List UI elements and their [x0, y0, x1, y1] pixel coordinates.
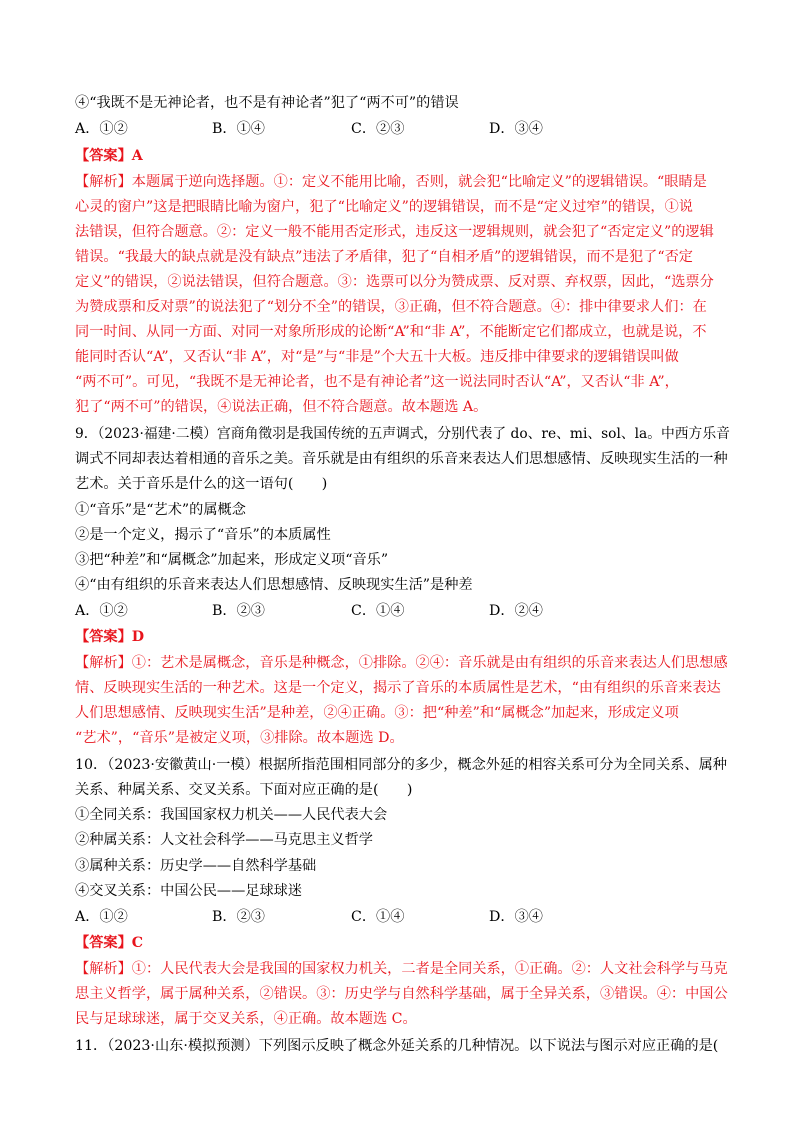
statement-4: ④“由有组织的乐音来表达人们思想感情、反映现实生活”是种差 [75, 577, 473, 593]
option-c: C．①④ [351, 909, 405, 925]
analysis-10-line: 民与足球球迷，属于交叉关系，④正确。故本题选 C。 [75, 1011, 417, 1027]
answer-10: 【答案】C [75, 935, 144, 951]
question-10-stem: 10．（2023·安徽黄山·一模）根据所指范围相同部分的多少，概念外延的相容关系可分为全同关系、属种 [75, 757, 727, 773]
option-b: B．①④ [212, 121, 265, 137]
analysis-9-line: 情、反映现实生活的一种艺术。这是一个定义，揭示了音乐的本质属性是艺术，“由有组织的乐音来表达 [75, 680, 721, 696]
analysis-8-line: 法错误，但符合题意。②：定义一般不能用否定形式，违反这一逻辑规则，就会犯了“否定定义”的逻辑 [75, 224, 714, 240]
option-d: D．③④ [489, 121, 543, 137]
option-c: C．①④ [351, 603, 405, 619]
analysis-9-line: 人们思想感情、反映现实生活”是种差，②④正确。③：把“种差”和“属概念”加起来，形成定义项 [75, 705, 679, 721]
question-9-stem: 9．（2023·福建·二模）宫商角徵羽是我国传统的五声调式，分别代表了 do、re、mi、sol、la。中西方乐音 [75, 426, 730, 442]
statement-3: ③把“种差”和“属概念”加起来，形成定义项“音乐” [75, 552, 389, 568]
analysis-9-line: “艺术”，“音乐”是被定义项，③排除。故本题选 D。 [75, 730, 404, 746]
option-b: B．②③ [212, 603, 265, 619]
option-d: D．③④ [489, 909, 543, 925]
analysis-9-line: 【解析】①：艺术是属概念，音乐是种概念，①排除。②④：音乐就是由有组织的乐音来表达人们思想感 [75, 655, 728, 671]
analysis-10-line: 【解析】①：人民代表大会是我国的国家权力机关，二者是全同关系，①正确。②：人文社会科学与马克 [75, 961, 728, 977]
option-b: B．②③ [212, 909, 265, 925]
analysis-8-line: 犯了“两不可”的错误，④说法正确，但不符合题意。故本题选 A。 [75, 399, 488, 415]
analysis-8-line: 错误。“我最大的缺点就是没有缺点”违法了矛盾律，犯了“自相矛盾”的逻辑错误，而不是犯了“否定 [75, 249, 693, 265]
statement-2: ②种属关系：人文社会科学——马克思主义哲学 [75, 832, 373, 848]
statement-4: ④交叉关系：中国公民——足球球迷 [75, 883, 303, 899]
analysis-8-line: 【解析】本题属于逆向选择题。①：定义不能用比喻，否则，就会犯“比喻定义”的逻辑错误。“眼睛是 [75, 174, 707, 190]
analysis-8-line: 能同时否认“A”，又否认“非 A”，对“是”与“非是”个大五十大板。违反排中律要求的逻辑错误叫做 [75, 349, 679, 365]
question-11-stem: 11．（2023·山东·模拟预测）下列图示反映了概念外延关系的几种情况。以下说法与图示对应正确的是( [75, 1038, 719, 1054]
analysis-8-line: 心灵的窗户”这是把眼睛比喻为窗户，犯了“比喻定义”的逻辑错误，而不是“定义过窄”的错误，①说 [75, 199, 693, 215]
statement-1: ①“音乐”是“艺术”的属概念 [75, 502, 246, 518]
answer-9: 【答案】D [75, 629, 145, 645]
question-9-stem: 艺术。关于音乐是什么的这一语句( ) [75, 476, 328, 492]
statement-3: ③属种关系：历史学——自然科学基础 [75, 858, 317, 874]
analysis-8-line: 为赞成票和反对票”的说法犯了“划分不全”的错误，③正确，但不符合题意。④：排中律要求人们：在 [75, 299, 707, 315]
answer-8: 【答案】A [75, 148, 143, 164]
option-d: D．②④ [489, 603, 543, 619]
analysis-8-line: 同一时间、从同一方面、对同一对象所形成的论断“A”和“非 A”，不能断定它们都成立，也就是说，不 [75, 324, 707, 340]
option-a: A．①② [75, 603, 128, 619]
analysis-8-line: “两不可”。可见，“我既不是无神论者，也不是有神论者”这一说法同时否认“A”，又否认“非 A”， [75, 374, 679, 390]
analysis-10-line: 思主义哲学，属于属种关系，②错误。③：历史学与自然科学基础，属于全异关系，③错误。④：中国公 [75, 986, 728, 1002]
statement-1: ①全同关系：我国国家权力机关——人民代表大会 [75, 807, 388, 823]
option-a: A．①② [75, 909, 128, 925]
option-a: A．①② [75, 121, 128, 137]
question-9-stem: 调式不同却表达着相通的音乐之美。音乐就是由有组织的乐音来表达人们思想感情、反映现实生活的一种 [75, 451, 728, 467]
statement-4: ④“我既不是无神论者，也不是有神论者”犯了“两不可”的错误 [75, 95, 459, 111]
question-10-stem: 关系、种属关系、交叉关系。下面对应正确的是( ) [75, 782, 413, 798]
statement-2: ②是一个定义，揭示了“音乐”的本质属性 [75, 527, 331, 543]
analysis-8-line: 定义”的错误，②说法错误，但符合题意。③：选票可以分为赞成票、反对票、弃权票，因此，“选票分 [75, 274, 714, 290]
option-c: C．②③ [351, 121, 405, 137]
